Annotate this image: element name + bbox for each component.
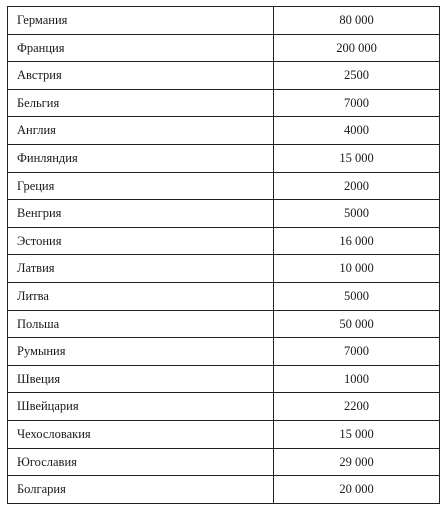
document-table-container (7, 6, 439, 504)
table-row (8, 282, 440, 310)
table-row (8, 420, 440, 448)
value-cell: 20 000 (274, 476, 440, 504)
value-cell: 5000 (274, 200, 440, 228)
table-row (8, 62, 440, 90)
table-row (8, 310, 440, 338)
value-cell: 15 000 (274, 144, 440, 172)
table-row (8, 7, 440, 35)
value-cell: 5000 (274, 282, 440, 310)
country-cell: Греция (8, 172, 274, 200)
table-row (8, 338, 440, 366)
value-cell: 7000 (274, 338, 440, 366)
table-row (8, 255, 440, 283)
country-cell: Югославия (8, 448, 274, 476)
table-body (8, 7, 440, 504)
value-cell: 10 000 (274, 255, 440, 283)
country-cell: Латвия (8, 255, 274, 283)
value-cell: 2000 (274, 172, 440, 200)
country-cell: Швеция (8, 365, 274, 393)
country-cell: Бельгия (8, 89, 274, 117)
value-cell: 2500 (274, 62, 440, 90)
value-cell: 7000 (274, 89, 440, 117)
country-cell: Литва (8, 282, 274, 310)
table-row (8, 476, 440, 504)
table-row (8, 34, 440, 62)
value-cell: 16 000 (274, 227, 440, 255)
table-row (8, 365, 440, 393)
table-row (8, 144, 440, 172)
value-cell: 80 000 (274, 7, 440, 35)
table-row (8, 200, 440, 228)
country-cell: Венгрия (8, 200, 274, 228)
country-cell: Франция (8, 34, 274, 62)
table-row (8, 393, 440, 421)
country-cell: Эстония (8, 227, 274, 255)
country-cell: Болгария (8, 476, 274, 504)
country-cell: Австрия (8, 62, 274, 90)
table-row (8, 89, 440, 117)
value-cell: 29 000 (274, 448, 440, 476)
country-cell: Чехословакия (8, 420, 274, 448)
country-cell: Англия (8, 117, 274, 145)
table-row (8, 448, 440, 476)
value-cell: 1000 (274, 365, 440, 393)
value-cell: 4000 (274, 117, 440, 145)
value-cell: 15 000 (274, 420, 440, 448)
value-cell: 50 000 (274, 310, 440, 338)
country-cell: Румыния (8, 338, 274, 366)
table-row (8, 227, 440, 255)
country-cell: Германия (8, 7, 274, 35)
country-cell: Польша (8, 310, 274, 338)
table-row (8, 117, 440, 145)
value-cell: 200 000 (274, 34, 440, 62)
country-cell: Швейцария (8, 393, 274, 421)
table-row (8, 172, 440, 200)
country-cell: Финляндия (8, 144, 274, 172)
value-cell: 2200 (274, 393, 440, 421)
country-values-table (7, 6, 440, 504)
